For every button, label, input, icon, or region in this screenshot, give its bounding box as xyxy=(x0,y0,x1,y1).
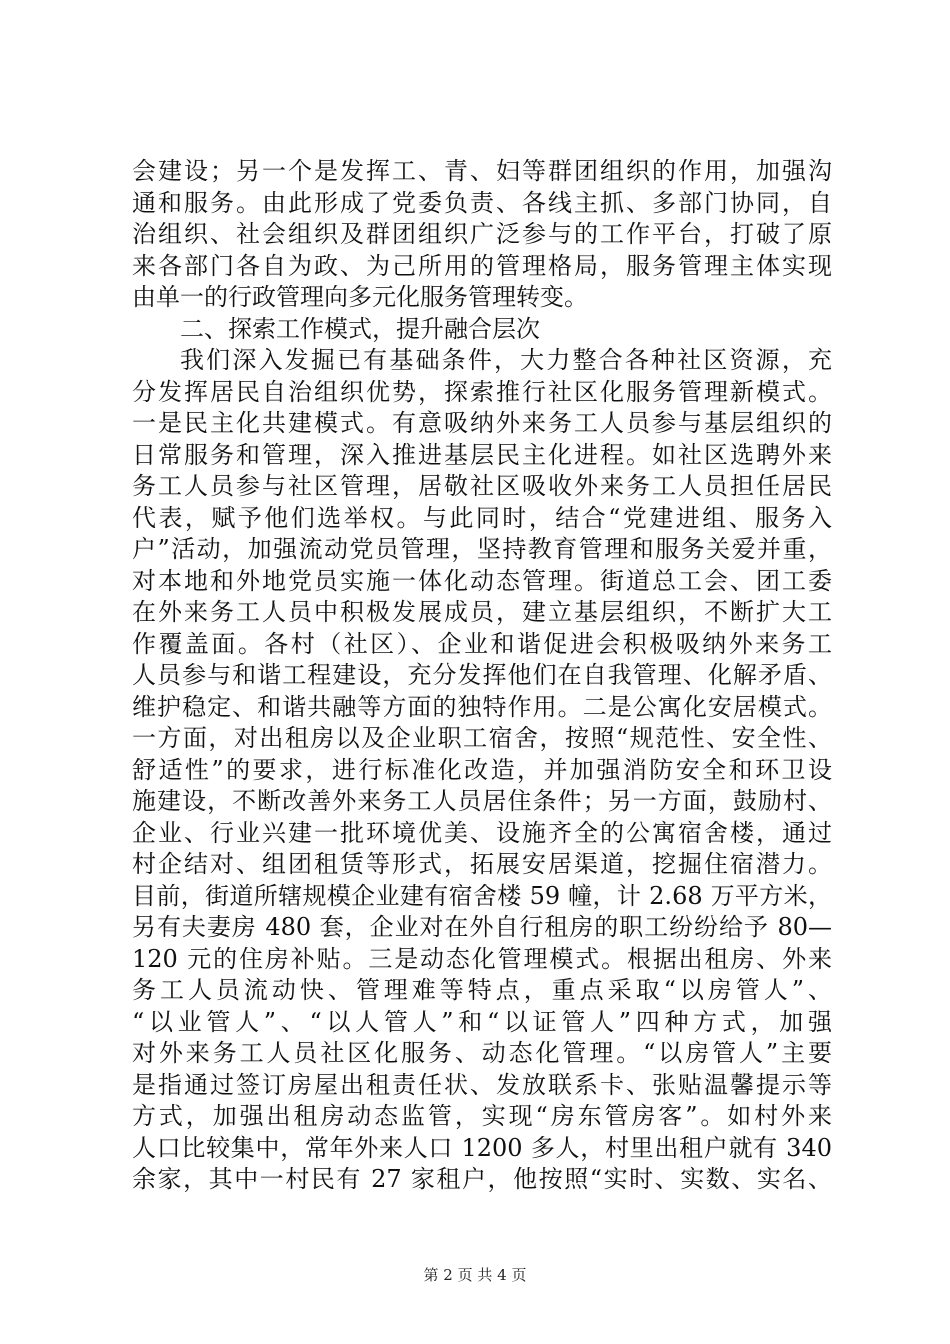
text-line: 一方面，对出租房以及企业职工宿舍，按照“规范性、安全性、 xyxy=(132,724,832,752)
text-line: 维护稳定、和谐共融等方面的独特作用。二是公寓化安居模式。 xyxy=(132,692,832,721)
text-line: 120 元的住房补贴。三是动态化管理模式。根据出租房、外来 xyxy=(132,944,832,973)
page-number-footer: 第 2 页 共 4 页 xyxy=(423,1266,527,1284)
text-line: 村企结对、组团租赁等形式，拓展安居渠道，挖掘住宿潜力。 xyxy=(132,850,832,878)
text-line: 会建设；另一个是发挥工、青、妇等群团组织的作用，加强沟 xyxy=(132,157,832,185)
text-line: 方式，加强出租房动态监管，实现“房东管房客”。如村外来 xyxy=(132,1102,832,1130)
document-body xyxy=(132,156,832,1196)
text-line: 务工人员流动快、管理难等特点，重点采取“以房管人”、 xyxy=(132,976,832,1004)
text-line: 目前，街道所辖规模企业建有宿舍楼 59 幢，计 2.68 万平方米， xyxy=(132,881,832,910)
section-heading: 二、探索工作模式，提升融合层次 xyxy=(180,314,540,343)
text-line: 分发挥居民自治组织优势，探索推行社区化服务管理新模式。 xyxy=(132,377,832,406)
text-line: 日常服务和管理，深入推进基层民主化进程。如社区选聘外来 xyxy=(132,440,832,469)
text-line: “以业管人”、“以人管人”和“以证管人”四种方式，加强 xyxy=(132,1007,832,1036)
text-line: 作覆盖面。各村（社区）、企业和谐促进会积极吸纳外来务工 xyxy=(132,629,832,658)
text-line: 通和服务。由此形成了党委负责、各线主抓、多部门协同，自 xyxy=(132,188,832,217)
text-line: 舒适性”的要求，进行标准化改造，并加强消防安全和环卫设 xyxy=(132,755,832,784)
text-line: 对外来务工人员社区化服务、动态化管理。“以房管人”主要 xyxy=(132,1039,832,1067)
text-line: 务工人员参与社区管理，居敬社区吸收外来务工人员担任居民 xyxy=(132,472,832,500)
text-line: 企业、行业兴建一批环境优美、设施齐全的公寓宿舍楼，通过 xyxy=(132,818,832,847)
text-line: 户”活动，加强流动党员管理，坚持教育管理和服务关爱并重， xyxy=(132,535,832,563)
text-line: 人员参与和谐工程建设，充分发挥他们在自我管理、化解矛盾、 xyxy=(132,661,832,689)
text-line: 人口比较集中，常年外来人口 1200 多人，村里出租户就有 340 xyxy=(132,1133,832,1162)
text-line: 对本地和外地党员实施一体化动态管理。街道总工会、团工委 xyxy=(132,566,832,595)
paragraph-first-line: 我们深入发掘已有基础条件，大力整合各种社区资源，充 xyxy=(180,346,832,374)
text-line: 治组织、社会组织及群团组织广泛参与的工作平台，打破了原 xyxy=(132,220,832,248)
text-line: 来各部门各自为政、为己所用的管理格局，服务管理主体实现 xyxy=(132,251,832,280)
text-line: 由单一的行政管理向多元化服务管理转变。 xyxy=(132,283,588,311)
text-line: 另有夫妻房 480 套，企业对在外自行租房的职工纷纷给予 80— xyxy=(132,913,832,941)
text-line: 一是民主化共建模式。有意吸纳外来务工人员参与基层组织的 xyxy=(132,409,832,437)
text-line: 是指通过签订房屋出租责任状、发放联系卡、张贴温馨提示等 xyxy=(132,1070,832,1099)
text-line: 代表，赋予他们选举权。与此同时，结合“党建进组、服务入 xyxy=(132,503,832,532)
text-line: 在外来务工人员中积极发展成员，建立基层组织，不断扩大工 xyxy=(132,598,832,626)
text-line: 施建设，不断改善外来务工人员居住条件；另一方面，鼓励村、 xyxy=(132,787,832,815)
text-line: 余家，其中一村民有 27 家租户，他按照“实时、实数、实名、 xyxy=(132,1165,832,1193)
